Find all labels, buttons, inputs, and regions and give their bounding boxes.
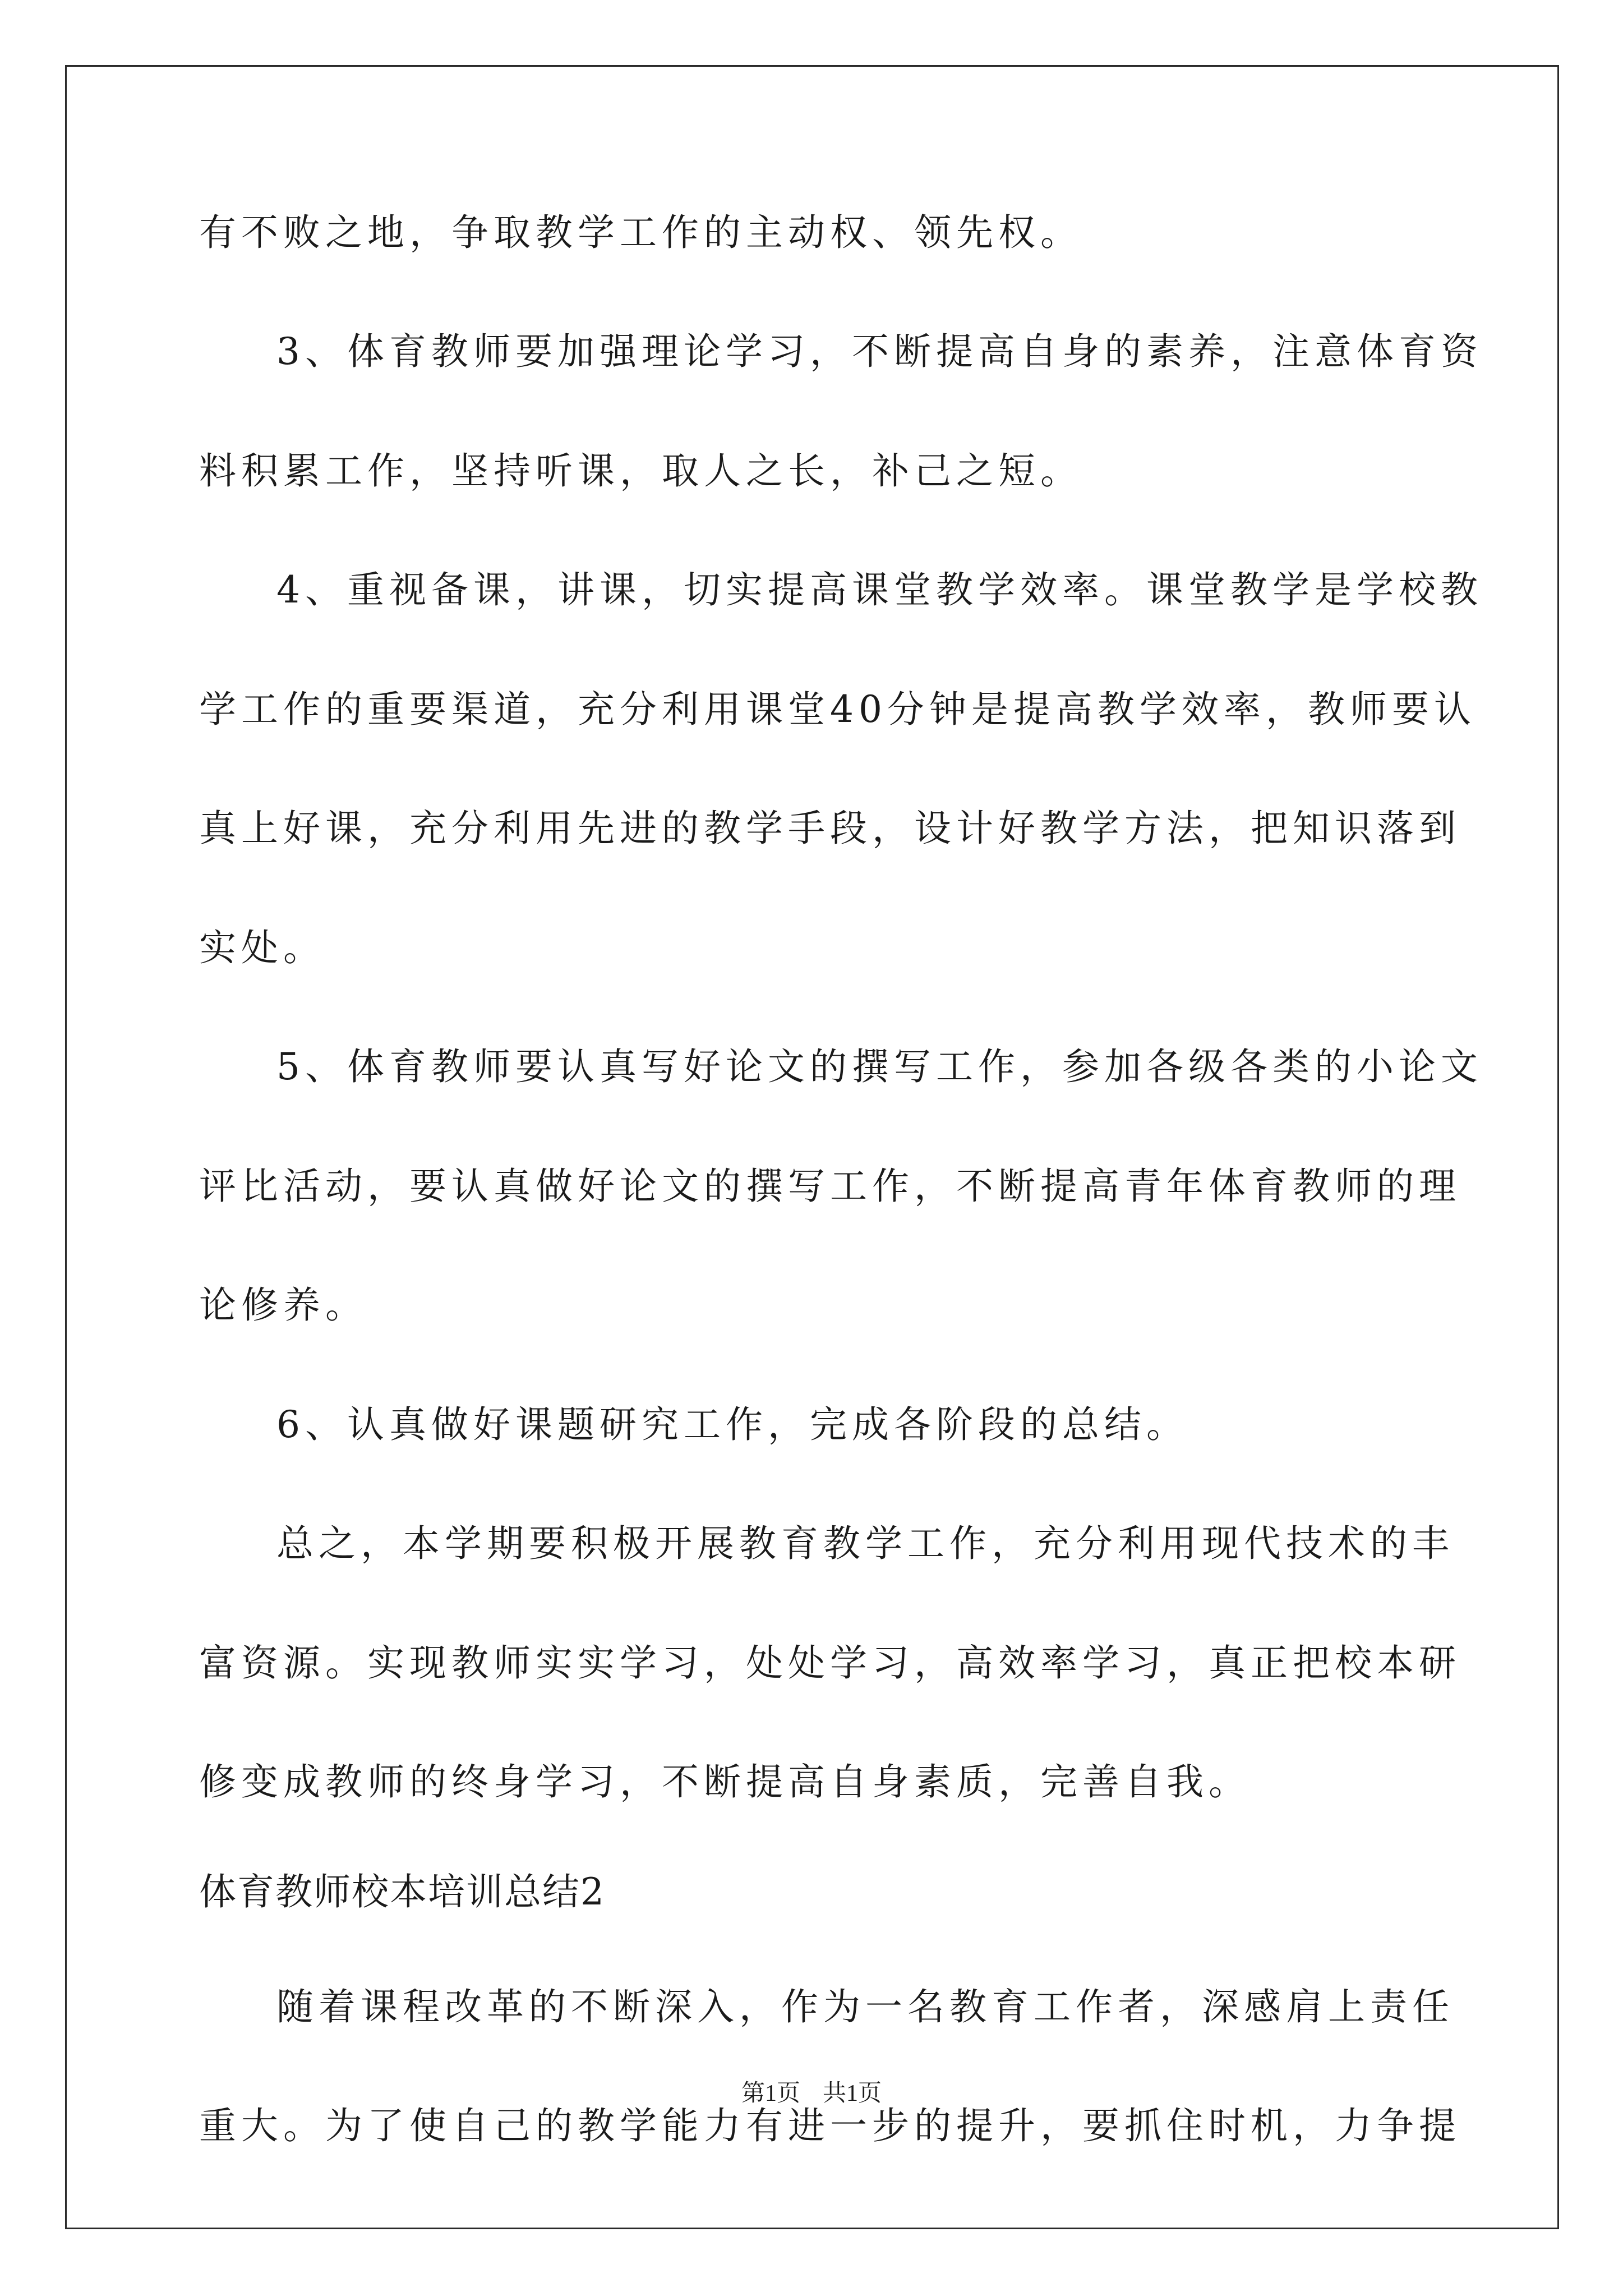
page-footer <box>0 2078 1623 2109</box>
paragraph-3-line: 料积累工作，坚持听课，取人之长，补己之短。 <box>199 449 1082 493</box>
paragraph-3-line: 3、体育教师要加强理论学习，不断提高自身的素养，注意体育资 <box>276 330 1483 373</box>
paragraph-6-line: 6、认真做好课题研究工作，完成各阶段的总结。 <box>276 1403 1188 1446</box>
paragraph-5-line: 论修养。 <box>199 1283 367 1327</box>
page-number-current: 第1页 <box>741 2081 800 2106</box>
page-number-total: 共1页 <box>823 2081 882 2106</box>
summary-paragraph-line: 富资源。实现教师实实学习，处处学习，高效率学习，真正把校本研 <box>199 1641 1461 1685</box>
paragraph-5-line: 评比活动，要认真做好论文的撰写工作，不断提高青年体育教师的理 <box>199 1165 1461 1208</box>
summary-paragraph-line: 总之，本学期要积极开展教育教学工作，充分利用现代技术的丰 <box>276 1522 1454 1565</box>
summary-paragraph-line: 修变成教师的终身学习，不断提高自身素质，完善自我。 <box>199 1760 1251 1803</box>
intro-paragraph-line: 随着课程改革的不断深入，作为一名教育工作者，深感肩上责任 <box>276 1985 1454 2028</box>
paragraph-4-line: 学工作的重要渠道，充分利用课堂40分钟是提高教学效率，教师要认 <box>199 688 1476 731</box>
paragraph-4-line: 实处。 <box>199 926 325 969</box>
section-heading: 体育教师校本培训总结2 <box>199 1870 605 1913</box>
intro-paragraph-line: 重大。为了使自己的教学能力有进一步的提升，要抓住时机，力争提 <box>199 2104 1461 2147</box>
paragraph-4-line: 4、重视备课，讲课，切实提高课堂教学效率。课堂教学是学校教 <box>276 568 1483 611</box>
text-line: 有不败之地，争取教学工作的主动权、领先权。 <box>199 211 1082 254</box>
paragraph-4-line: 真上好课，充分利用先进的教学手段，设计好教学方法，把知识落到 <box>199 807 1461 850</box>
paragraph-5-line: 5、体育教师要认真写好论文的撰写工作，参加各级各类的小论文 <box>276 1045 1483 1088</box>
